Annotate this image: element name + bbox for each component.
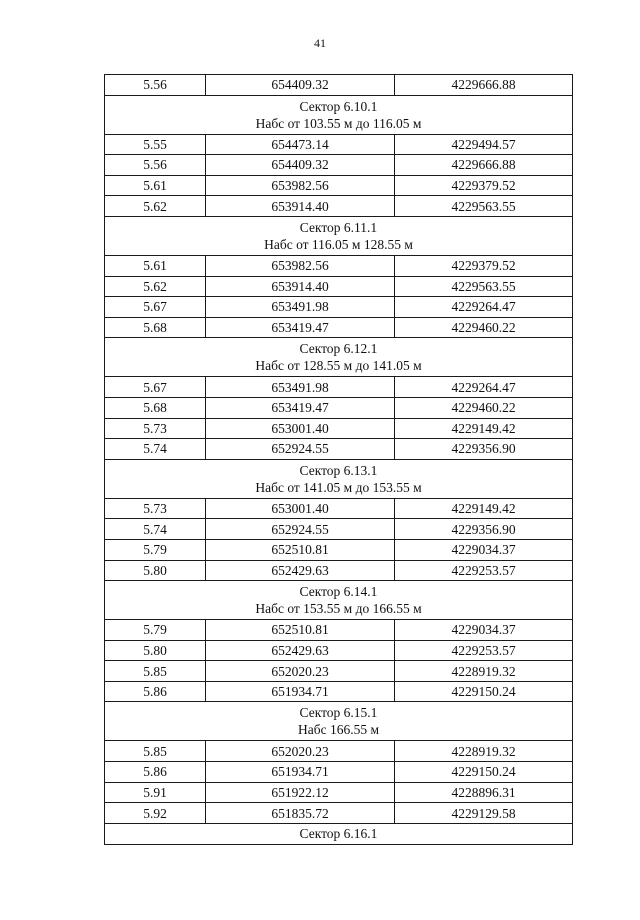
sector-header-row	[105, 823, 573, 844]
table-row	[105, 782, 573, 803]
point-number-cell: 5.85	[105, 661, 206, 682]
x-coordinate-cell: 652429.63	[206, 560, 395, 581]
point-number-cell: 5.85	[105, 741, 206, 762]
y-coordinate-cell: 4229253.57	[395, 560, 573, 581]
x-coordinate-cell: 653982.56	[206, 175, 395, 196]
x-coordinate-cell: 653491.98	[206, 297, 395, 318]
point-number-cell: 5.56	[105, 155, 206, 176]
y-coordinate-cell: 4229149.42	[395, 418, 573, 439]
y-coordinate-cell: 4228919.32	[395, 741, 573, 762]
sector-header-cell	[105, 459, 573, 498]
point-number-cell: 5.74	[105, 439, 206, 460]
table-row	[105, 134, 573, 155]
x-coordinate-cell: 654409.32	[206, 75, 395, 96]
x-coordinate-cell: 653419.47	[206, 317, 395, 338]
x-coordinate-cell: 652924.55	[206, 519, 395, 540]
sector-header-row	[105, 216, 573, 255]
point-number-cell: 5.56	[105, 75, 206, 96]
y-coordinate-cell: 4229149.42	[395, 498, 573, 519]
x-coordinate-cell: 652429.63	[206, 640, 395, 661]
point-number-cell: 5.73	[105, 418, 206, 439]
sector-title: Сектор 6.13.1	[299, 462, 378, 478]
sector-header-row	[105, 459, 573, 498]
table-row	[105, 255, 573, 276]
point-number-cell: 5.79	[105, 620, 206, 641]
table-row	[105, 741, 573, 762]
sector-header-cell	[105, 216, 573, 255]
table-row	[105, 498, 573, 519]
sector-header-cell	[105, 95, 573, 134]
sector-header-row	[105, 581, 573, 620]
sector-header-cell	[105, 702, 573, 741]
table-row	[105, 560, 573, 581]
x-coordinate-cell: 653914.40	[206, 196, 395, 217]
y-coordinate-cell: 4229666.88	[395, 155, 573, 176]
point-number-cell: 5.80	[105, 560, 206, 581]
y-coordinate-cell: 4229150.24	[395, 681, 573, 702]
point-number-cell: 5.62	[105, 196, 206, 217]
x-coordinate-cell: 651934.71	[206, 762, 395, 783]
y-coordinate-cell: 4229356.90	[395, 439, 573, 460]
point-number-cell: 5.61	[105, 255, 206, 276]
x-coordinate-cell: 653491.98	[206, 377, 395, 398]
point-number-cell: 5.55	[105, 134, 206, 155]
table-row	[105, 377, 573, 398]
x-coordinate-cell: 653001.40	[206, 498, 395, 519]
point-number-cell: 5.67	[105, 377, 206, 398]
point-number-cell: 5.68	[105, 397, 206, 418]
table-row	[105, 539, 573, 560]
point-number-cell: 5.74	[105, 519, 206, 540]
table-row	[105, 276, 573, 297]
table-row	[105, 75, 573, 96]
x-coordinate-cell: 654409.32	[206, 155, 395, 176]
x-coordinate-cell: 653914.40	[206, 276, 395, 297]
x-coordinate-cell: 653982.56	[206, 255, 395, 276]
y-coordinate-cell: 4229034.37	[395, 539, 573, 560]
point-number-cell: 5.62	[105, 276, 206, 297]
y-coordinate-cell: 4229666.88	[395, 75, 573, 96]
y-coordinate-cell: 4229253.57	[395, 640, 573, 661]
x-coordinate-cell: 652020.23	[206, 741, 395, 762]
table-row	[105, 297, 573, 318]
coordinates-table	[104, 74, 573, 845]
sector-height-range: Набс 166.55 м	[297, 722, 380, 738]
sector-height-range: Набс от 116.05 м 128.55 м	[264, 236, 413, 252]
x-coordinate-cell: 652924.55	[206, 439, 395, 460]
y-coordinate-cell: 4229356.90	[395, 519, 573, 540]
sector-header-row	[105, 702, 573, 741]
sector-title: Сектор 6.15.1	[299, 705, 378, 721]
y-coordinate-cell: 4229129.58	[395, 803, 573, 824]
sector-title: Сектор 6.16.1	[299, 826, 378, 842]
point-number-cell: 5.86	[105, 762, 206, 783]
y-coordinate-cell: 4228896.31	[395, 782, 573, 803]
y-coordinate-cell: 4229264.47	[395, 377, 573, 398]
x-coordinate-cell: 652510.81	[206, 539, 395, 560]
sector-height-range: Набс от 103.55 м до 116.05 м	[255, 115, 422, 131]
table-row	[105, 620, 573, 641]
sector-header-cell	[105, 581, 573, 620]
y-coordinate-cell: 4229460.22	[395, 317, 573, 338]
sector-title: Сектор 6.11.1	[299, 219, 378, 235]
y-coordinate-cell: 4228919.32	[395, 661, 573, 682]
table-row	[105, 317, 573, 338]
table-row	[105, 439, 573, 460]
sector-title: Сектор 6.10.1	[299, 98, 378, 114]
x-coordinate-cell: 652510.81	[206, 620, 395, 641]
table-row	[105, 519, 573, 540]
point-number-cell: 5.73	[105, 498, 206, 519]
point-number-cell: 5.67	[105, 297, 206, 318]
x-coordinate-cell: 651922.12	[206, 782, 395, 803]
table-row	[105, 175, 573, 196]
y-coordinate-cell: 4229379.52	[395, 255, 573, 276]
point-number-cell: 5.91	[105, 782, 206, 803]
point-number-cell: 5.92	[105, 803, 206, 824]
sector-header-cell	[105, 338, 573, 377]
x-coordinate-cell: 654473.14	[206, 134, 395, 155]
sector-header-cell	[105, 823, 573, 844]
point-number-cell: 5.61	[105, 175, 206, 196]
table-row	[105, 803, 573, 824]
coordinates-table-body	[105, 75, 573, 845]
table-row	[105, 661, 573, 682]
sector-header-row	[105, 338, 573, 377]
table-row	[105, 418, 573, 439]
point-number-cell: 5.68	[105, 317, 206, 338]
table-row	[105, 196, 573, 217]
sector-header-row	[105, 95, 573, 134]
table-row	[105, 640, 573, 661]
sector-height-range: Набс от 128.55 м до 141.05 м	[255, 358, 422, 374]
table-row	[105, 397, 573, 418]
sector-height-range: Набс от 141.05 м до 153.55 м	[255, 479, 422, 495]
sector-title: Сектор 6.14.1	[299, 584, 378, 600]
y-coordinate-cell: 4229379.52	[395, 175, 573, 196]
x-coordinate-cell: 652020.23	[206, 661, 395, 682]
table-row	[105, 762, 573, 783]
y-coordinate-cell: 4229150.24	[395, 762, 573, 783]
sector-height-range: Набс от 153.55 м до 166.55 м	[255, 601, 422, 617]
point-number-cell: 5.79	[105, 539, 206, 560]
y-coordinate-cell: 4229563.55	[395, 196, 573, 217]
x-coordinate-cell: 653419.47	[206, 397, 395, 418]
y-coordinate-cell: 4229034.37	[395, 620, 573, 641]
x-coordinate-cell: 651934.71	[206, 681, 395, 702]
table-row	[105, 155, 573, 176]
sector-title: Сектор 6.12.1	[299, 341, 378, 357]
y-coordinate-cell: 4229264.47	[395, 297, 573, 318]
y-coordinate-cell: 4229563.55	[395, 276, 573, 297]
table-row	[105, 681, 573, 702]
y-coordinate-cell: 4229460.22	[395, 397, 573, 418]
point-number-cell: 5.80	[105, 640, 206, 661]
x-coordinate-cell: 653001.40	[206, 418, 395, 439]
page-number: 41	[314, 36, 326, 50]
y-coordinate-cell: 4229494.57	[395, 134, 573, 155]
point-number-cell: 5.86	[105, 681, 206, 702]
x-coordinate-cell: 651835.72	[206, 803, 395, 824]
